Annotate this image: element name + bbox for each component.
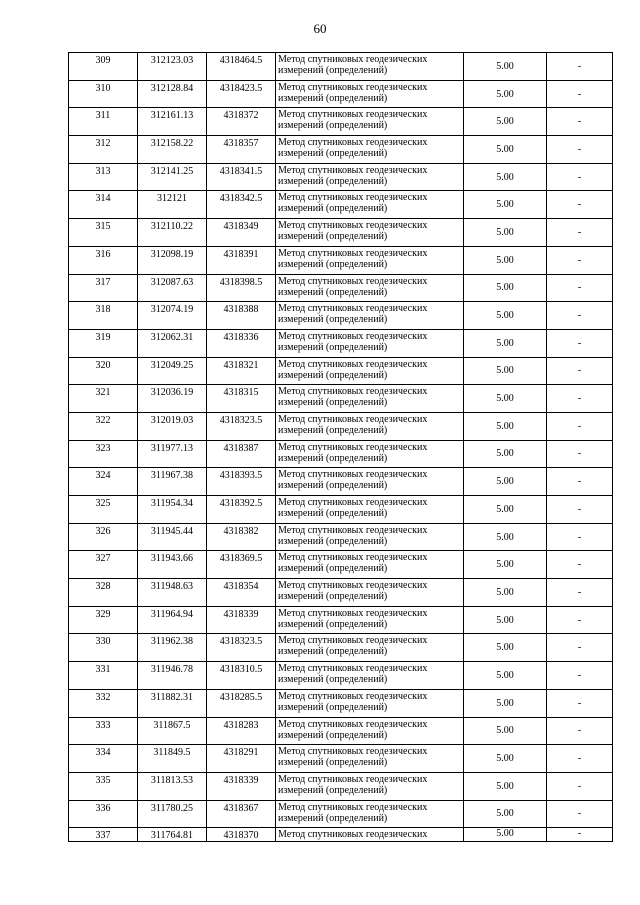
method-cell: Метод спутниковых геодезических измерений (определений) (276, 745, 464, 773)
accuracy-cell: 5.00 (464, 717, 547, 745)
extra-cell: - (547, 136, 613, 164)
table-row (69, 662, 613, 690)
extra-cell: - (547, 496, 613, 524)
x-coordinate-cell: 312161.13 (138, 108, 207, 136)
y-coordinate-cell: 4318336 (207, 329, 276, 357)
accuracy-cell: 5.00 (464, 800, 547, 828)
y-coordinate-cell: 4318392.5 (207, 496, 276, 524)
x-coordinate-cell: 311882.31 (138, 689, 207, 717)
method-cell: Метод спутниковых геодезических измерений (определений) (276, 634, 464, 662)
method-cell: Метод спутниковых геодезических измерений (определений) (276, 302, 464, 330)
x-coordinate-cell: 312087.63 (138, 274, 207, 302)
y-coordinate-cell: 4318283 (207, 717, 276, 745)
table-row (69, 163, 613, 191)
y-coordinate-cell: 4318370 (207, 828, 276, 842)
point-number-cell: 333 (69, 717, 138, 745)
table-row (69, 80, 613, 108)
extra-cell: - (547, 191, 613, 219)
method-cell: Метод спутниковых геодезических измерений (определений) (276, 80, 464, 108)
accuracy-cell: 5.00 (464, 468, 547, 496)
table-row (69, 191, 613, 219)
x-coordinate-cell: 312062.31 (138, 329, 207, 357)
y-coordinate-cell: 4318372 (207, 108, 276, 136)
accuracy-cell: 5.00 (464, 745, 547, 773)
point-number-cell: 331 (69, 662, 138, 690)
point-number-cell: 310 (69, 80, 138, 108)
y-coordinate-cell: 4318387 (207, 440, 276, 468)
accuracy-cell: 5.00 (464, 246, 547, 274)
accuracy-cell: 5.00 (464, 523, 547, 551)
extra-cell: - (547, 662, 613, 690)
table-row (69, 689, 613, 717)
table-row (69, 745, 613, 773)
point-number-cell: 325 (69, 496, 138, 524)
extra-cell: - (547, 800, 613, 828)
x-coordinate-cell: 311945.44 (138, 523, 207, 551)
x-coordinate-cell: 312049.25 (138, 357, 207, 385)
y-coordinate-cell: 4318315 (207, 385, 276, 413)
extra-cell: - (547, 579, 613, 607)
extra-cell: - (547, 468, 613, 496)
extra-cell: - (547, 274, 613, 302)
extra-cell: - (547, 163, 613, 191)
table-row (69, 579, 613, 607)
method-cell: Метод спутниковых геодезических измерений (определений) (276, 772, 464, 800)
method-cell: Метод спутниковых геодезических (276, 828, 464, 842)
method-cell: Метод спутниковых геодезических измерений (определений) (276, 136, 464, 164)
extra-cell: - (547, 357, 613, 385)
table-row (69, 717, 613, 745)
method-cell: Метод спутниковых геодезических измерений (определений) (276, 385, 464, 413)
extra-cell: - (547, 246, 613, 274)
point-number-cell: 319 (69, 329, 138, 357)
x-coordinate-cell: 311948.63 (138, 579, 207, 607)
accuracy-cell: 5.00 (464, 772, 547, 800)
accuracy-cell: 5.00 (464, 412, 547, 440)
x-coordinate-cell: 312141.25 (138, 163, 207, 191)
table-row (69, 496, 613, 524)
point-number-cell: 314 (69, 191, 138, 219)
table-row (69, 219, 613, 247)
y-coordinate-cell: 4318367 (207, 800, 276, 828)
extra-cell: - (547, 551, 613, 579)
table-row (69, 53, 613, 81)
method-cell: Метод спутниковых геодезических измерений (определений) (276, 53, 464, 81)
method-cell: Метод спутниковых геодезических измерений (определений) (276, 496, 464, 524)
x-coordinate-cell: 311977.13 (138, 440, 207, 468)
table-row (69, 468, 613, 496)
extra-cell: - (547, 219, 613, 247)
accuracy-cell: 5.00 (464, 357, 547, 385)
method-cell: Метод спутниковых геодезических измерений (определений) (276, 163, 464, 191)
y-coordinate-cell: 4318382 (207, 523, 276, 551)
y-coordinate-cell: 4318357 (207, 136, 276, 164)
extra-cell: - (547, 772, 613, 800)
x-coordinate-cell: 311867.5 (138, 717, 207, 745)
table-row (69, 634, 613, 662)
x-coordinate-cell: 312121 (138, 191, 207, 219)
y-coordinate-cell: 4318393.5 (207, 468, 276, 496)
table-row (69, 412, 613, 440)
y-coordinate-cell: 4318464.5 (207, 53, 276, 81)
extra-cell: - (547, 302, 613, 330)
method-cell: Метод спутниковых геодезических измерений (определений) (276, 717, 464, 745)
method-cell: Метод спутниковых геодезических измерений (определений) (276, 219, 464, 247)
y-coordinate-cell: 4318423.5 (207, 80, 276, 108)
table-row (69, 357, 613, 385)
extra-cell: - (547, 108, 613, 136)
method-cell: Метод спутниковых геодезических измерений (определений) (276, 689, 464, 717)
point-number-cell: 335 (69, 772, 138, 800)
y-coordinate-cell: 4318310.5 (207, 662, 276, 690)
x-coordinate-cell: 312019.03 (138, 412, 207, 440)
accuracy-cell: 5.00 (464, 496, 547, 524)
table-row (69, 440, 613, 468)
table-row (69, 329, 613, 357)
accuracy-cell: 5.00 (464, 828, 547, 842)
table-row (69, 274, 613, 302)
accuracy-cell: 5.00 (464, 274, 547, 302)
point-number-cell: 323 (69, 440, 138, 468)
accuracy-cell: 5.00 (464, 53, 547, 81)
point-number-cell: 315 (69, 219, 138, 247)
y-coordinate-cell: 4318339 (207, 772, 276, 800)
table-row (69, 523, 613, 551)
table-row (69, 828, 613, 842)
method-cell: Метод спутниковых геодезических измерений (определений) (276, 468, 464, 496)
x-coordinate-cell: 311967.38 (138, 468, 207, 496)
y-coordinate-cell: 4318339 (207, 606, 276, 634)
accuracy-cell: 5.00 (464, 302, 547, 330)
point-number-cell: 327 (69, 551, 138, 579)
method-cell: Метод спутниковых геодезических измерений (определений) (276, 412, 464, 440)
table-row (69, 246, 613, 274)
x-coordinate-cell: 311780.25 (138, 800, 207, 828)
extra-cell: - (547, 745, 613, 773)
extra-cell: - (547, 828, 613, 842)
extra-cell: - (547, 634, 613, 662)
point-number-cell: 309 (69, 53, 138, 81)
coordinates-table (68, 52, 613, 842)
point-number-cell: 322 (69, 412, 138, 440)
point-number-cell: 316 (69, 246, 138, 274)
table-row (69, 136, 613, 164)
method-cell: Метод спутниковых геодезических измерений (определений) (276, 523, 464, 551)
extra-cell: - (547, 440, 613, 468)
y-coordinate-cell: 4318388 (207, 302, 276, 330)
method-cell: Метод спутниковых геодезических измерений (определений) (276, 246, 464, 274)
method-cell: Метод спутниковых геодезических измерений (определений) (276, 274, 464, 302)
x-coordinate-cell: 311946.78 (138, 662, 207, 690)
table-row (69, 108, 613, 136)
accuracy-cell: 5.00 (464, 662, 547, 690)
y-coordinate-cell: 4318342.5 (207, 191, 276, 219)
x-coordinate-cell: 311849.5 (138, 745, 207, 773)
table-row (69, 606, 613, 634)
accuracy-cell: 5.00 (464, 329, 547, 357)
point-number-cell: 337 (69, 828, 138, 842)
method-cell: Метод спутниковых геодезических измерений (определений) (276, 662, 464, 690)
x-coordinate-cell: 312036.19 (138, 385, 207, 413)
point-number-cell: 329 (69, 606, 138, 634)
y-coordinate-cell: 4318391 (207, 246, 276, 274)
accuracy-cell: 5.00 (464, 551, 547, 579)
point-number-cell: 326 (69, 523, 138, 551)
method-cell: Метод спутниковых геодезических измерений (определений) (276, 329, 464, 357)
method-cell: Метод спутниковых геодезических измерений (определений) (276, 191, 464, 219)
point-number-cell: 324 (69, 468, 138, 496)
page-number: 60 (313, 21, 327, 36)
y-coordinate-cell: 4318341.5 (207, 163, 276, 191)
point-number-cell: 311 (69, 108, 138, 136)
extra-cell: - (547, 329, 613, 357)
table-row (69, 800, 613, 828)
method-cell: Метод спутниковых геодезических измерений (определений) (276, 357, 464, 385)
x-coordinate-cell: 312158.22 (138, 136, 207, 164)
y-coordinate-cell: 4318349 (207, 219, 276, 247)
x-coordinate-cell: 311943.66 (138, 551, 207, 579)
extra-cell: - (547, 523, 613, 551)
point-number-cell: 313 (69, 163, 138, 191)
y-coordinate-cell: 4318285.5 (207, 689, 276, 717)
accuracy-cell: 5.00 (464, 163, 547, 191)
table-row (69, 302, 613, 330)
x-coordinate-cell: 311764.81 (138, 828, 207, 842)
table-row (69, 551, 613, 579)
y-coordinate-cell: 4318323.5 (207, 634, 276, 662)
point-number-cell: 312 (69, 136, 138, 164)
y-coordinate-cell: 4318321 (207, 357, 276, 385)
x-coordinate-cell: 311962.38 (138, 634, 207, 662)
method-cell: Метод спутниковых геодезических измерений (определений) (276, 800, 464, 828)
point-number-cell: 320 (69, 357, 138, 385)
x-coordinate-cell: 311954.34 (138, 496, 207, 524)
point-number-cell: 321 (69, 385, 138, 413)
accuracy-cell: 5.00 (464, 440, 547, 468)
accuracy-cell: 5.00 (464, 634, 547, 662)
point-number-cell: 336 (69, 800, 138, 828)
extra-cell: - (547, 606, 613, 634)
y-coordinate-cell: 4318291 (207, 745, 276, 773)
x-coordinate-cell: 311813.53 (138, 772, 207, 800)
y-coordinate-cell: 4318369.5 (207, 551, 276, 579)
method-cell: Метод спутниковых геодезических измерений (определений) (276, 108, 464, 136)
table-body (69, 53, 613, 842)
x-coordinate-cell: 312110.22 (138, 219, 207, 247)
extra-cell: - (547, 53, 613, 81)
method-cell: Метод спутниковых геодезических измерений (определений) (276, 579, 464, 607)
y-coordinate-cell: 4318354 (207, 579, 276, 607)
extra-cell: - (547, 717, 613, 745)
extra-cell: - (547, 689, 613, 717)
table-row (69, 772, 613, 800)
y-coordinate-cell: 4318323.5 (207, 412, 276, 440)
point-number-cell: 332 (69, 689, 138, 717)
x-coordinate-cell: 312123.03 (138, 53, 207, 81)
accuracy-cell: 5.00 (464, 219, 547, 247)
point-number-cell: 317 (69, 274, 138, 302)
extra-cell: - (547, 80, 613, 108)
method-cell: Метод спутниковых геодезических измерений (определений) (276, 606, 464, 634)
y-coordinate-cell: 4318398.5 (207, 274, 276, 302)
x-coordinate-cell: 312098.19 (138, 246, 207, 274)
accuracy-cell: 5.00 (464, 80, 547, 108)
method-cell: Метод спутниковых геодезических измерений (определений) (276, 551, 464, 579)
accuracy-cell: 5.00 (464, 606, 547, 634)
x-coordinate-cell: 311964.94 (138, 606, 207, 634)
accuracy-cell: 5.00 (464, 689, 547, 717)
point-number-cell: 318 (69, 302, 138, 330)
method-cell: Метод спутниковых геодезических измерений (определений) (276, 440, 464, 468)
point-number-cell: 334 (69, 745, 138, 773)
x-coordinate-cell: 312074.19 (138, 302, 207, 330)
extra-cell: - (547, 385, 613, 413)
accuracy-cell: 5.00 (464, 579, 547, 607)
x-coordinate-cell: 312128.84 (138, 80, 207, 108)
point-number-cell: 328 (69, 579, 138, 607)
accuracy-cell: 5.00 (464, 385, 547, 413)
accuracy-cell: 5.00 (464, 108, 547, 136)
table-row (69, 385, 613, 413)
accuracy-cell: 5.00 (464, 136, 547, 164)
extra-cell: - (547, 412, 613, 440)
accuracy-cell: 5.00 (464, 191, 547, 219)
point-number-cell: 330 (69, 634, 138, 662)
